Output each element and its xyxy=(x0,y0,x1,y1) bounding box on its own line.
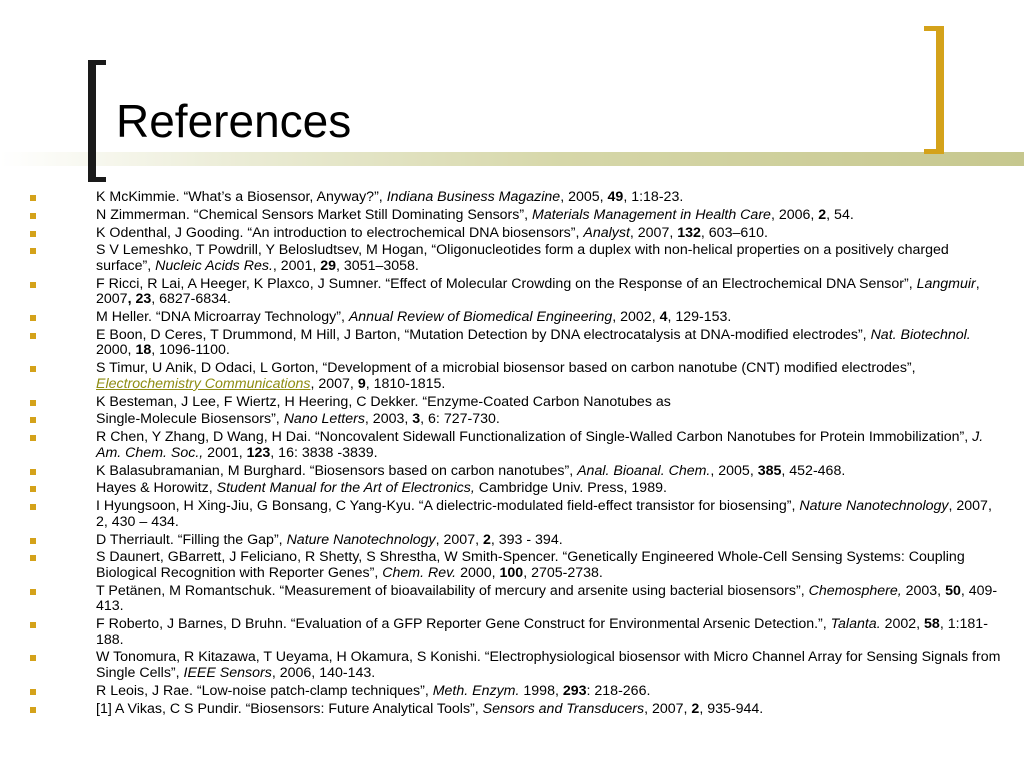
reference-item xyxy=(0,208,1024,224)
reference-text: , 603–610. xyxy=(700,224,768,241)
square-bullet-icon xyxy=(30,195,36,201)
reference-text: Single-Molecule Biosensors”, xyxy=(96,411,284,428)
reference-text: Hayes & Horowitz, xyxy=(96,480,217,497)
square-bullet-icon xyxy=(30,622,36,628)
reference-text: : 218-266. xyxy=(586,682,651,699)
reference-volume: 2 xyxy=(482,531,491,548)
reference-text: R Chen, Y Zhang, D Wang, H Dai. “Noncovalent Sidewall Functionalization of Single-Walled Carbon Nanotubes for Protein Immobilization”, xyxy=(96,429,973,446)
reference-text: , 2007, xyxy=(644,700,692,717)
reference-item xyxy=(0,464,1024,480)
square-bullet-icon xyxy=(30,538,36,544)
reference-link[interactable]: Electrochemistry Communications xyxy=(96,375,311,392)
reference-source: Nature Nanotechnology xyxy=(286,531,436,548)
reference-text: , 409-413. xyxy=(96,582,998,615)
reference-source: Langmuir xyxy=(916,275,976,292)
reference-text: K Odenthal, J Gooding. “An introduction to electrochemical DNA biosensors”, xyxy=(96,224,584,241)
reference-text: 2003, xyxy=(901,582,946,599)
reference-item xyxy=(0,430,1024,461)
reference-source: Materials Management in Health Care xyxy=(532,206,771,223)
reference-item xyxy=(0,499,1024,530)
reference-text: , 2006, 140-143. xyxy=(271,665,376,681)
reference-item xyxy=(0,395,1024,411)
reference-item xyxy=(0,328,1024,359)
reference-item xyxy=(0,243,1024,274)
reference-text: 1998, xyxy=(519,682,563,699)
reference-volume: 18 xyxy=(135,342,152,359)
reference-text: , 2002, xyxy=(612,309,660,326)
reference-text: K Balasubramanian, M Burghard. “Biosensors based on carbon nanotubes”, xyxy=(96,462,578,479)
square-bullet-icon xyxy=(30,435,36,441)
reference-source: Meth. Enzym. xyxy=(432,682,520,699)
reference-text: , 1:181-188. xyxy=(96,616,988,648)
reference-text: , 6: 727-730. xyxy=(420,411,500,428)
reference-text: , 393 - 394. xyxy=(490,531,563,548)
reference-text: , 54. xyxy=(826,206,854,223)
reference-text: W Tonomura, R Kitazawa, T Ueyama, H Okamura, S Konishi. “Electrophysiological biosensor with Micro Channel Array for Sensing Signals from Single Cells”, xyxy=(96,649,1001,681)
reference-item xyxy=(0,702,1024,718)
reference-item xyxy=(0,361,1024,392)
square-bullet-icon xyxy=(30,589,36,595)
square-bullet-icon xyxy=(30,231,36,237)
reference-text: , 2007 xyxy=(96,275,980,308)
reference-volume: 123 xyxy=(246,444,271,461)
page-title: References xyxy=(116,95,352,147)
reference-source: Anal. Bioanal. Chem. xyxy=(577,462,711,479)
reference-volume: , 23 xyxy=(127,291,152,308)
square-bullet-icon xyxy=(30,555,36,561)
reference-text: 2000, xyxy=(456,564,500,581)
reference-volume: 100 xyxy=(499,564,524,581)
square-bullet-icon xyxy=(30,248,36,254)
reference-text: 2001, xyxy=(203,444,247,461)
reference-source: IEEE Sensors xyxy=(183,665,272,681)
square-bullet-icon xyxy=(30,504,36,510)
reference-item xyxy=(0,277,1024,308)
reference-item xyxy=(0,617,1024,648)
reference-text: , 6827-6834. xyxy=(151,291,231,308)
reference-text: , 2005, xyxy=(710,462,758,479)
reference-source: Chemosphere, xyxy=(808,582,902,599)
reference-source: Indiana Business Magazine xyxy=(386,189,561,205)
left-bracket-decoration xyxy=(88,60,106,182)
square-bullet-icon xyxy=(30,689,36,695)
reference-source: Nat. Biotechnol. xyxy=(870,326,971,343)
reference-text: N Zimmerman. “Chemical Sensors Market Still Dominating Sensors”, xyxy=(96,206,532,223)
reference-text: , 2005, xyxy=(560,189,608,205)
reference-text: , 1096-1100. xyxy=(151,342,230,359)
reference-text: D Therriault. “Filling the Gap”, xyxy=(96,531,287,548)
square-bullet-icon xyxy=(30,282,36,288)
reference-item xyxy=(0,584,1024,615)
square-bullet-icon xyxy=(30,333,36,339)
reference-text: 2002, xyxy=(880,616,925,633)
reference-text: S V Lemeshko, T Powdrill, Y Belosludtsev, M Hogan, “Oligonucleotides form a duplex with non-helical properties on a positively charged surface”, xyxy=(96,242,949,274)
reference-item xyxy=(0,190,1024,206)
reference-text: , 2001, xyxy=(272,257,321,274)
square-bullet-icon xyxy=(30,315,36,321)
reference-text: , 16: 3838 -3839. xyxy=(270,444,378,461)
reference-source: Sensors and Transducers xyxy=(482,700,645,717)
reference-text: S Daunert, GBarrett, J Feliciano, R Shetty, S Shrestha, W Smith-Spencer. “Genetically Engineered Whole-Cell Sensing Systems: Coupling Biological Recognition with Reporter Genes”, xyxy=(96,549,965,581)
reference-text: , 2007, xyxy=(310,375,358,392)
reference-text: , 1810-1815. xyxy=(365,375,446,392)
reference-text: , 2006, xyxy=(770,206,819,223)
reference-text: K Besteman, J Lee, F Wiertz, H Heering, C Dekker. “Enzyme-Coated Carbon Nanotubes as xyxy=(96,393,671,410)
reference-text: [1] A Vikas, C S Pundir. “Biosensors: Future Analytical Tools”, xyxy=(96,700,483,717)
square-bullet-icon xyxy=(30,469,36,475)
reference-item xyxy=(0,310,1024,326)
reference-volume: 2 xyxy=(691,700,700,717)
reference-item xyxy=(0,550,1024,581)
reference-volume: 9 xyxy=(357,375,366,392)
reference-volume: 3 xyxy=(412,411,421,428)
reference-item xyxy=(0,650,1024,681)
reference-text: R Leois, J Rae. “Low-noise patch-clamp techniques”, xyxy=(96,682,433,699)
reference-text: , 2003, xyxy=(364,411,413,428)
reference-source: Talanta. xyxy=(830,616,881,633)
reference-volume: 58 xyxy=(924,616,940,633)
reference-text: F Roberto, J Barnes, D Bruhn. “Evaluation of a GFP Reporter Gene Construct for Environmental Arsenic Detection.”, xyxy=(96,616,831,633)
square-bullet-icon xyxy=(30,655,36,661)
reference-volume: 49 xyxy=(607,189,624,205)
reference-item xyxy=(0,533,1024,549)
right-bracket-decoration xyxy=(924,26,944,154)
reference-source: Chem. Rev. xyxy=(382,564,457,581)
reference-text: , 2705-2738. xyxy=(523,564,603,581)
reference-text: K McKimmie. “What’s a Biosensor, Anyway?”, xyxy=(96,189,387,205)
reference-item xyxy=(0,412,1024,428)
reference-source: Annual Review of Biomedical Engineering xyxy=(348,309,613,326)
reference-list xyxy=(0,190,1024,719)
reference-text: E Boon, D Ceres, T Drummond, M Hill, J Barton, “Mutation Detection by DNA electrocatalysis at DNA-modified electrodes”, xyxy=(96,326,871,343)
reference-text: Cambridge Univ. Press, 1989. xyxy=(474,480,667,497)
reference-text: 2000, xyxy=(96,342,136,359)
square-bullet-icon xyxy=(30,417,36,423)
reference-item xyxy=(0,481,1024,497)
reference-volume: 385 xyxy=(757,462,782,479)
reference-item xyxy=(0,226,1024,242)
reference-text: , 935-944. xyxy=(699,700,764,717)
reference-text: T Petänen, M Romantschuk. “Measurement of bioavailability of mercury and arsenite using bacterial biosensors”, xyxy=(96,582,809,599)
reference-source: J. Am. Chem. Soc., xyxy=(96,429,984,461)
reference-text: , 2007, 2, 430 – 434. xyxy=(96,498,992,530)
reference-volume: 50 xyxy=(945,582,961,599)
reference-volume: 29 xyxy=(320,257,337,274)
reference-source: Nature Nanotechnology xyxy=(799,498,949,515)
reference-text: , 452-468. xyxy=(781,462,846,479)
reference-text: S Timur, U Anik, D Odaci, L Gorton, “Development of a microbial biosensor based on carbon nanotube (CNT) modified electrodes”, xyxy=(96,360,916,377)
reference-text: , 1:18-23. xyxy=(623,189,684,205)
reference-source: Student Manual for the Art of Electronics, xyxy=(216,480,475,497)
reference-text: F Ricci, R Lai, A Heeger, K Plaxco, J Sumner. “Effect of Molecular Crowding on the Response of an Electrochemical DNA Sensor”, xyxy=(96,275,917,292)
reference-text: , 3051–3058. xyxy=(336,257,419,274)
reference-source: Nano Letters xyxy=(283,411,365,428)
reference-volume: 132 xyxy=(677,224,701,241)
reference-item xyxy=(0,684,1024,700)
reference-text: M Heller. “DNA Microarray Technology”, xyxy=(96,309,349,326)
square-bullet-icon xyxy=(30,486,36,492)
reference-text: , 129-153. xyxy=(667,309,732,326)
square-bullet-icon xyxy=(30,213,36,219)
reference-volume: 293 xyxy=(562,682,587,699)
square-bullet-icon xyxy=(30,707,36,713)
reference-volume: 4 xyxy=(659,309,668,326)
reference-volume: 2 xyxy=(818,206,827,223)
reference-text: I Hyungsoon, H Xing-Jiu, G Bonsang, C Yang-Kyu. “A dielectric-modulated field-effect transistor for biosensing”, xyxy=(96,498,800,515)
reference-text: , 2007, xyxy=(435,531,483,548)
reference-source: Nucleic Acids Res. xyxy=(155,257,273,274)
square-bullet-icon xyxy=(30,366,36,372)
reference-source: Analyst xyxy=(583,224,630,241)
reference-text: , 2007, xyxy=(629,224,678,241)
square-bullet-icon xyxy=(30,400,36,406)
title-underline-stripe xyxy=(0,152,1024,166)
